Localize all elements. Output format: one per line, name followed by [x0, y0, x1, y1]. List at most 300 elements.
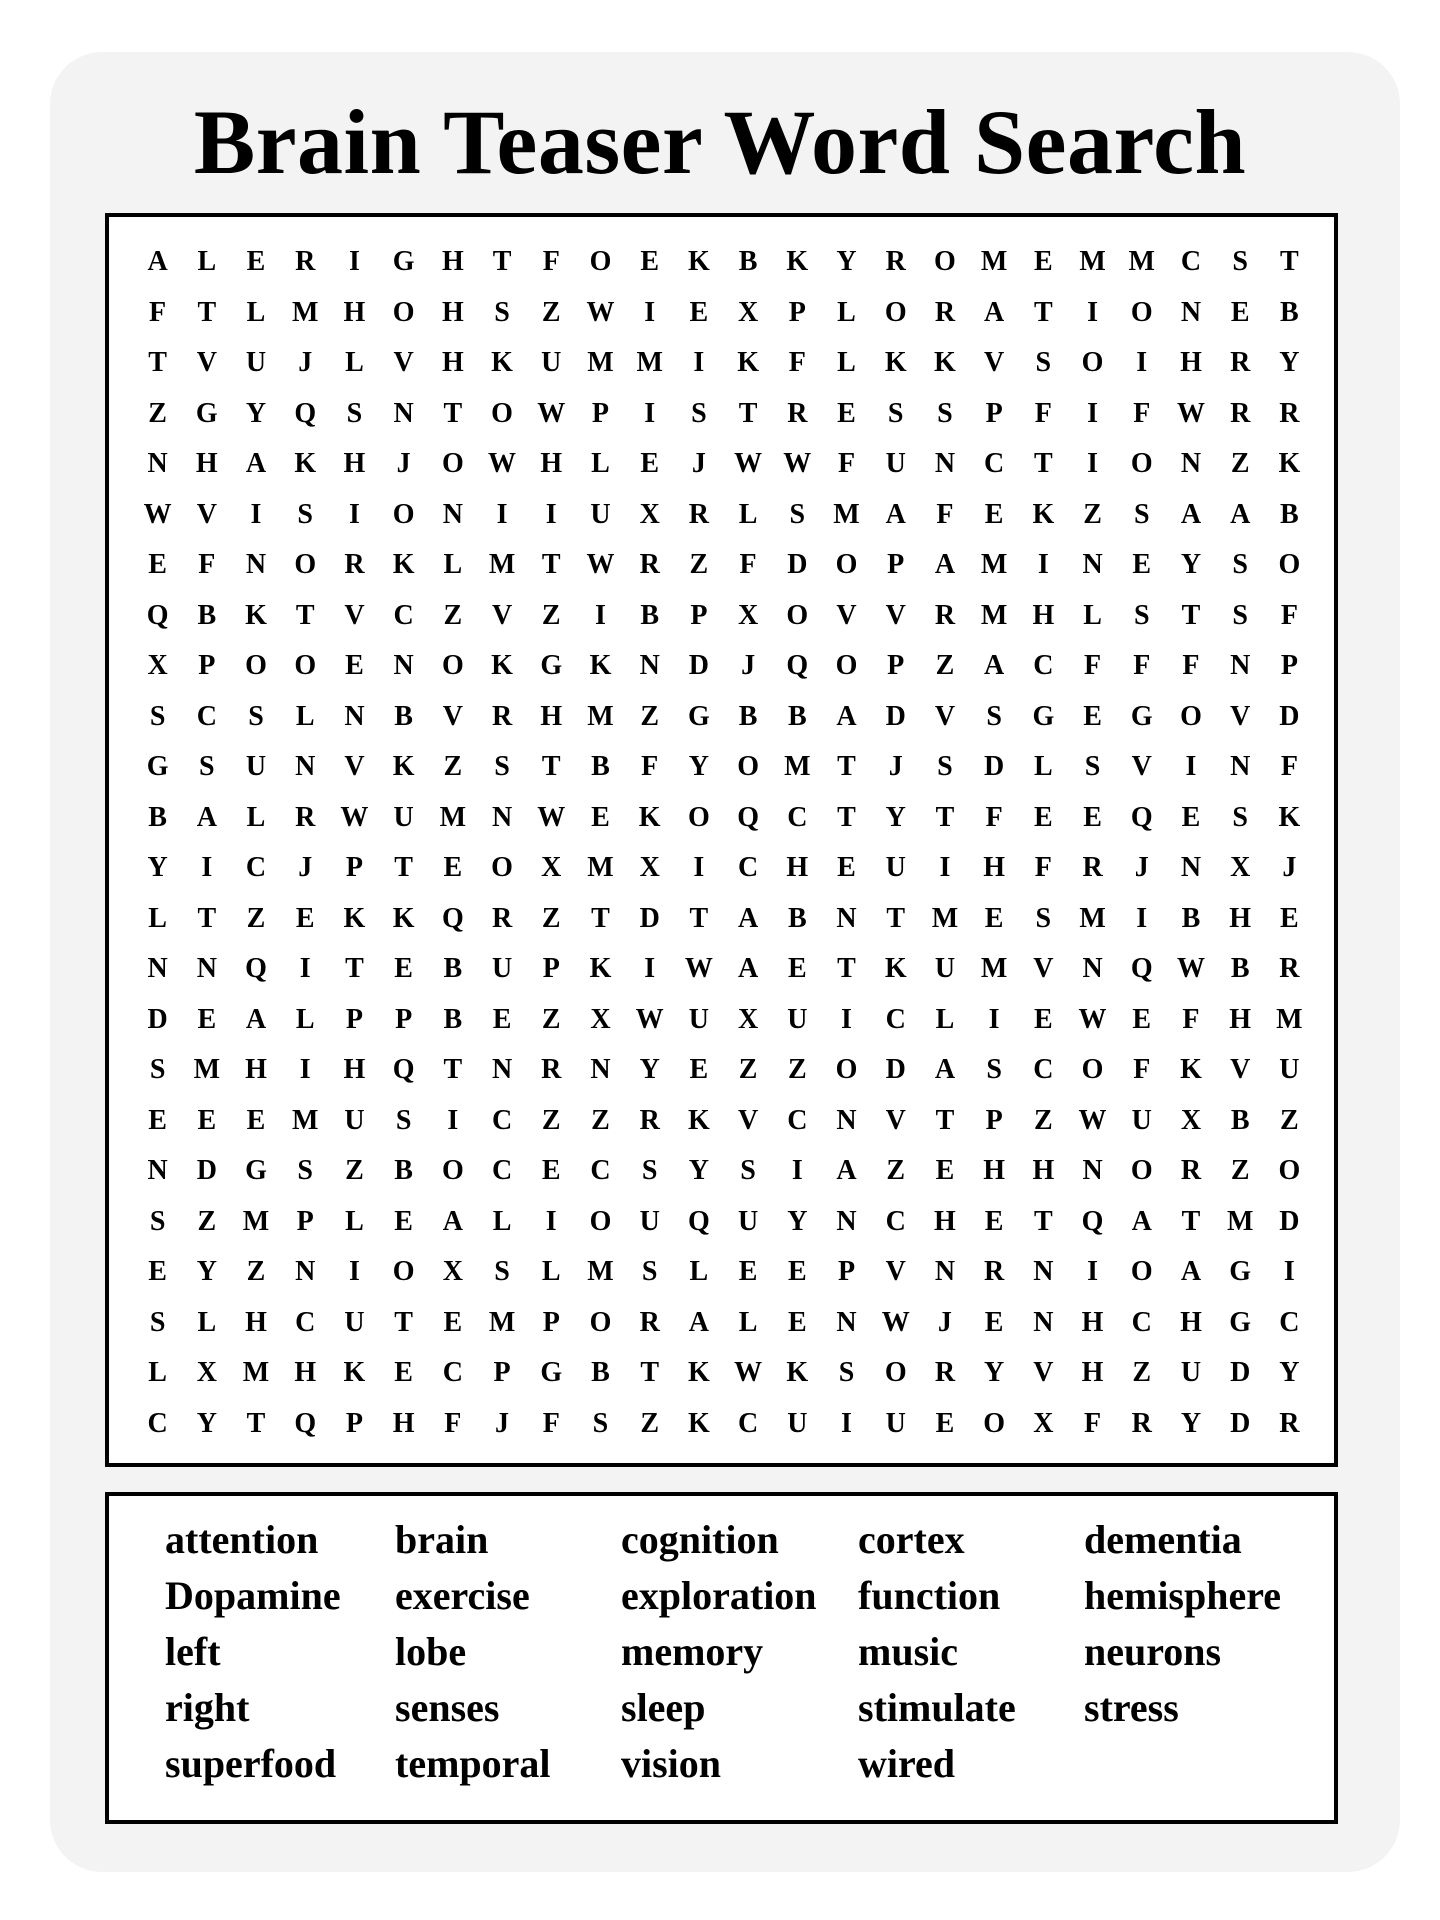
grid-letter[interactable]: H [245, 1306, 267, 1338]
grid-letter[interactable]: H [1081, 1306, 1104, 1338]
grid-letter[interactable]: Z [640, 700, 660, 732]
grid-letter[interactable]: B [640, 599, 660, 631]
grid-letter[interactable]: O [441, 650, 464, 682]
grid-letter[interactable]: H [441, 296, 464, 328]
grid-letter[interactable]: K [392, 902, 415, 934]
grid-letter[interactable]: E [345, 650, 364, 682]
grid-letter[interactable]: E [1132, 1003, 1152, 1035]
grid-letter[interactable]: C [295, 1306, 316, 1338]
grid-letter[interactable]: M [980, 246, 1008, 278]
grid-letter[interactable]: Z [640, 1407, 660, 1439]
grid-letter[interactable]: N [1082, 1155, 1103, 1187]
grid-letter[interactable]: E [984, 1306, 1004, 1338]
grid-letter[interactable]: Y [688, 751, 709, 783]
grid-letter[interactable]: C [245, 852, 267, 884]
grid-letter[interactable]: Q [1130, 801, 1153, 833]
grid-letter[interactable]: R [639, 1306, 660, 1338]
grid-letter[interactable]: D [1230, 1357, 1251, 1389]
grid-letter[interactable]: T [492, 246, 512, 278]
grid-letter[interactable]: R [934, 296, 956, 328]
grid-letter[interactable]: A [737, 953, 759, 985]
grid-letter[interactable]: O [983, 1407, 1006, 1439]
grid-letter[interactable]: H [1229, 1003, 1252, 1035]
grid-letter[interactable]: L [197, 246, 217, 278]
grid-letter[interactable]: X [147, 650, 168, 682]
grid-letter[interactable]: S [1035, 347, 1052, 379]
grid-letter[interactable]: H [540, 448, 563, 480]
grid-letter[interactable]: O [1081, 347, 1104, 379]
grid-letter[interactable]: R [491, 902, 513, 934]
grid-letter[interactable]: A [836, 700, 857, 732]
grid-letter[interactable]: T [394, 1306, 413, 1338]
grid-letter[interactable]: V [442, 700, 463, 732]
grid-letter[interactable]: I [595, 599, 606, 631]
grid-letter[interactable]: T [197, 902, 217, 934]
grid-letter[interactable]: B [1230, 1104, 1250, 1136]
grid-letter[interactable]: V [196, 347, 217, 379]
grid-letter[interactable]: K [737, 347, 759, 379]
grid-letter[interactable]: I [545, 498, 557, 530]
grid-letter[interactable]: D [885, 700, 906, 732]
grid-letter[interactable]: Q [294, 1407, 317, 1439]
grid-letter[interactable]: Q [441, 902, 464, 934]
grid-letter[interactable]: E [1034, 1003, 1053, 1035]
grid-letter[interactable]: C [1131, 1306, 1152, 1338]
grid-letter[interactable]: H [1180, 347, 1202, 379]
grid-letter[interactable]: F [1133, 650, 1151, 682]
grid-letter[interactable]: L [1083, 599, 1102, 631]
grid-letter[interactable]: U [885, 448, 906, 480]
grid-letter[interactable]: U [787, 1407, 808, 1439]
grid-letter[interactable]: R [639, 549, 660, 581]
grid-letter[interactable]: D [196, 1155, 217, 1187]
grid-letter[interactable]: M [587, 1256, 614, 1288]
grid-letter[interactable]: R [1131, 1407, 1152, 1439]
grid-letter[interactable]: Z [935, 650, 955, 682]
grid-letter[interactable]: O [835, 1054, 858, 1086]
grid-letter[interactable]: S [1133, 498, 1150, 530]
grid-letter[interactable]: M [193, 1054, 221, 1086]
grid-letter[interactable]: T [1034, 296, 1053, 328]
grid-letter[interactable]: E [984, 902, 1004, 934]
grid-letter[interactable]: Z [1280, 1104, 1299, 1136]
grid-letter[interactable]: M [242, 1357, 270, 1389]
grid-letter[interactable]: T [935, 1104, 955, 1136]
grid-letter[interactable]: M [784, 751, 811, 783]
grid-letter[interactable]: T [443, 1054, 463, 1086]
grid-letter[interactable]: K [589, 953, 612, 985]
grid-letter[interactable]: F [1084, 650, 1102, 682]
grid-letter[interactable]: I [1087, 448, 1098, 480]
grid-letter[interactable]: R [787, 397, 808, 429]
grid-letter[interactable]: V [934, 700, 956, 732]
grid-letter[interactable]: I [299, 1054, 311, 1086]
grid-letter[interactable]: T [1181, 1205, 1201, 1237]
grid-letter[interactable]: Y [1180, 549, 1202, 581]
grid-letter[interactable]: P [542, 1306, 560, 1338]
grid-letter[interactable]: H [1229, 902, 1252, 934]
grid-letter[interactable]: C [1033, 650, 1054, 682]
grid-letter[interactable]: Z [1132, 1357, 1152, 1389]
grid-letter[interactable]: Q [737, 801, 759, 833]
grid-letter[interactable]: T [1181, 599, 1201, 631]
grid-letter[interactable]: K [1278, 801, 1301, 833]
grid-letter[interactable]: U [639, 1205, 660, 1237]
grid-letter[interactable]: Q [687, 1205, 710, 1237]
grid-letter[interactable]: I [644, 296, 656, 328]
grid-letter[interactable]: O [491, 397, 513, 429]
grid-letter[interactable]: W [881, 1306, 910, 1338]
grid-letter[interactable]: K [343, 1357, 366, 1389]
grid-letter[interactable]: S [691, 397, 707, 429]
grid-letter[interactable]: E [787, 1306, 807, 1338]
grid-letter[interactable]: D [1230, 1407, 1251, 1439]
grid-letter[interactable]: K [638, 801, 661, 833]
grid-letter[interactable]: T [837, 953, 856, 985]
grid-letter[interactable]: T [246, 1407, 266, 1439]
grid-letter[interactable]: O [884, 1357, 907, 1389]
grid-letter[interactable]: L [345, 347, 364, 379]
grid-letter[interactable]: L [541, 1256, 561, 1288]
grid-letter[interactable]: L [837, 347, 856, 379]
grid-letter[interactable]: S [346, 397, 363, 429]
grid-letter[interactable]: E [591, 801, 610, 833]
grid-letter[interactable]: C [590, 1155, 611, 1187]
grid-letter[interactable]: X [737, 296, 759, 328]
grid-letter[interactable]: D [984, 751, 1005, 783]
grid-letter[interactable]: E [246, 1104, 266, 1136]
grid-letter[interactable]: N [590, 1054, 611, 1086]
grid-letter[interactable]: R [934, 599, 956, 631]
grid-letter[interactable]: I [348, 1256, 360, 1288]
grid-letter[interactable]: O [1130, 296, 1153, 328]
grid-letter[interactable]: W [537, 801, 566, 833]
grid-letter[interactable]: S [248, 700, 264, 732]
grid-letter[interactable]: E [197, 1003, 217, 1035]
grid-letter[interactable]: Y [787, 1205, 808, 1237]
grid-letter[interactable]: O [737, 751, 759, 783]
grid-letter[interactable]: X [737, 1003, 759, 1035]
grid-letter[interactable]: O [1278, 1155, 1301, 1187]
grid-letter[interactable]: U [885, 1407, 906, 1439]
grid-letter[interactable]: Q [786, 650, 809, 682]
grid-letter[interactable]: K [392, 549, 415, 581]
grid-letter[interactable]: B [738, 700, 758, 732]
grid-letter[interactable]: H [343, 448, 366, 480]
grid-letter[interactable]: V [1230, 1054, 1251, 1086]
grid-letter[interactable]: J [1282, 852, 1297, 884]
grid-letter[interactable]: O [934, 246, 956, 278]
grid-letter[interactable]: X [541, 852, 562, 884]
grid-letter[interactable]: V [196, 498, 217, 530]
grid-letter[interactable]: N [1180, 448, 1202, 480]
grid-letter[interactable]: C [1033, 1054, 1054, 1086]
grid-letter[interactable]: K [491, 347, 513, 379]
grid-letter[interactable]: F [739, 549, 757, 581]
grid-letter[interactable]: Z [886, 1155, 906, 1187]
grid-letter[interactable]: R [491, 700, 513, 732]
grid-letter[interactable]: S [494, 751, 510, 783]
grid-letter[interactable]: S [199, 751, 215, 783]
grid-letter[interactable]: E [935, 1407, 955, 1439]
grid-letter[interactable]: R [295, 246, 316, 278]
grid-letter[interactable]: L [246, 296, 266, 328]
grid-letter[interactable]: E [1034, 246, 1053, 278]
grid-letter[interactable]: S [149, 1205, 166, 1237]
grid-letter[interactable]: T [148, 347, 167, 379]
grid-letter[interactable]: Z [787, 1054, 807, 1086]
grid-letter[interactable]: S [494, 1256, 510, 1288]
grid-letter[interactable]: R [1279, 397, 1300, 429]
grid-letter[interactable]: I [841, 1003, 852, 1035]
grid-letter[interactable]: V [885, 1104, 906, 1136]
grid-letter[interactable]: Z [1034, 1104, 1053, 1136]
grid-letter[interactable]: G [392, 246, 415, 278]
grid-letter[interactable]: V [836, 599, 857, 631]
grid-letter[interactable]: V [737, 1104, 759, 1136]
grid-letter[interactable]: I [693, 347, 705, 379]
grid-letter[interactable]: N [836, 1205, 857, 1237]
grid-letter[interactable]: E [1083, 801, 1102, 833]
grid-letter[interactable]: J [888, 751, 903, 783]
grid-letter[interactable]: M [931, 902, 959, 934]
grid-letter[interactable]: N [393, 650, 414, 682]
grid-letter[interactable]: K [589, 650, 612, 682]
grid-letter[interactable]: I [545, 1205, 557, 1237]
grid-letter[interactable]: S [149, 1306, 166, 1338]
grid-letter[interactable]: Z [591, 1104, 610, 1136]
grid-letter[interactable]: Y [984, 1357, 1005, 1389]
grid-letter[interactable]: V [1033, 953, 1054, 985]
grid-letter[interactable]: Y [196, 1256, 217, 1288]
grid-letter[interactable]: N [1082, 953, 1103, 985]
grid-letter[interactable]: Z [443, 599, 463, 631]
grid-letter[interactable]: T [1280, 246, 1299, 278]
grid-letter[interactable]: E [394, 1357, 413, 1389]
grid-letter[interactable]: A [984, 296, 1005, 328]
grid-letter[interactable]: Z [345, 1155, 364, 1187]
grid-letter[interactable]: U [541, 347, 562, 379]
grid-letter[interactable]: Z [541, 1104, 561, 1136]
grid-letter[interactable]: Z [541, 1003, 561, 1035]
grid-letter[interactable]: I [1185, 751, 1197, 783]
grid-letter[interactable]: M [488, 549, 516, 581]
grid-letter[interactable]: G [195, 397, 218, 429]
grid-letter[interactable]: M [1128, 246, 1155, 278]
grid-letter[interactable]: I [988, 1003, 1000, 1035]
grid-letter[interactable]: S [641, 1256, 658, 1288]
grid-letter[interactable]: T [689, 902, 709, 934]
grid-letter[interactable]: J [691, 448, 706, 480]
grid-letter[interactable]: I [693, 852, 705, 884]
grid-letter[interactable]: E [541, 1155, 561, 1187]
grid-letter[interactable]: Y [147, 852, 168, 884]
grid-letter[interactable]: K [1180, 1054, 1202, 1086]
grid-letter[interactable]: L [295, 700, 315, 732]
grid-letter[interactable]: H [786, 852, 809, 884]
grid-letter[interactable]: A [934, 549, 956, 581]
grid-letter[interactable]: P [395, 1003, 413, 1035]
grid-letter[interactable]: K [343, 902, 366, 934]
grid-letter[interactable]: L [197, 1306, 217, 1338]
grid-letter[interactable]: B [197, 599, 217, 631]
grid-letter[interactable]: Y [1180, 1407, 1202, 1439]
grid-letter[interactable]: N [295, 1256, 316, 1288]
grid-letter[interactable]: L [492, 1205, 512, 1237]
grid-letter[interactable]: C [787, 801, 808, 833]
grid-letter[interactable]: C [737, 852, 759, 884]
grid-letter[interactable]: F [1182, 1003, 1200, 1035]
grid-letter[interactable]: X [639, 498, 660, 530]
grid-letter[interactable]: S [592, 1407, 609, 1439]
grid-letter[interactable]: E [640, 448, 660, 480]
grid-letter[interactable]: H [195, 448, 218, 480]
grid-letter[interactable]: D [885, 1054, 906, 1086]
grid-letter[interactable]: E [837, 397, 856, 429]
grid-letter[interactable]: T [541, 751, 561, 783]
grid-letter[interactable]: C [885, 1205, 906, 1237]
grid-letter[interactable]: O [441, 448, 464, 480]
grid-letter[interactable]: E [837, 852, 856, 884]
grid-letter[interactable]: Z [541, 599, 561, 631]
grid-letter[interactable]: J [741, 650, 756, 682]
grid-letter[interactable]: V [1230, 700, 1251, 732]
grid-letter[interactable]: A [885, 498, 906, 530]
grid-letter[interactable]: U [590, 498, 611, 530]
grid-letter[interactable]: A [1180, 498, 1202, 530]
grid-letter[interactable]: Z [541, 902, 561, 934]
grid-letter[interactable]: P [591, 397, 610, 429]
grid-letter[interactable]: H [1081, 1357, 1104, 1389]
grid-letter[interactable]: K [687, 246, 710, 278]
grid-letter[interactable]: V [885, 1256, 906, 1288]
grid-letter[interactable]: F [1133, 1054, 1151, 1086]
grid-letter[interactable]: D [639, 902, 660, 934]
grid-letter[interactable]: C [787, 1104, 808, 1136]
grid-letter[interactable]: A [934, 1054, 956, 1086]
grid-letter[interactable]: A [1230, 498, 1251, 530]
grid-letter[interactable]: L [738, 498, 758, 530]
grid-letter[interactable]: U [245, 751, 267, 783]
grid-letter[interactable]: I [644, 397, 656, 429]
grid-letter[interactable]: H [934, 1205, 956, 1237]
grid-letter[interactable]: O [1130, 448, 1153, 480]
grid-letter[interactable]: C [885, 1003, 906, 1035]
grid-letter[interactable]: U [787, 1003, 808, 1035]
grid-letter[interactable]: R [885, 246, 906, 278]
grid-letter[interactable]: E [1181, 801, 1201, 833]
grid-letter[interactable]: O [294, 650, 317, 682]
grid-letter[interactable]: S [986, 1054, 1002, 1086]
grid-letter[interactable]: I [1037, 549, 1049, 581]
grid-letter[interactable]: Y [836, 246, 857, 278]
grid-letter[interactable]: E [935, 1155, 955, 1187]
grid-letter[interactable]: W [586, 296, 615, 328]
grid-letter[interactable]: U [737, 1205, 759, 1237]
grid-letter[interactable]: C [393, 599, 414, 631]
grid-letter[interactable]: U [491, 953, 513, 985]
grid-letter[interactable]: R [984, 1256, 1005, 1288]
grid-letter[interactable]: M [587, 347, 614, 379]
grid-letter[interactable]: L [689, 1256, 709, 1288]
grid-letter[interactable]: P [887, 549, 905, 581]
grid-letter[interactable]: O [589, 1205, 612, 1237]
grid-letter[interactable]: Z [738, 1054, 758, 1086]
grid-letter[interactable]: R [1230, 347, 1251, 379]
grid-letter[interactable]: W [1078, 1003, 1107, 1035]
grid-letter[interactable]: L [295, 1003, 315, 1035]
grid-letter[interactable]: R [639, 1104, 660, 1136]
grid-letter[interactable]: P [1280, 650, 1298, 682]
grid-letter[interactable]: O [441, 1155, 464, 1187]
grid-letter[interactable]: G [1130, 700, 1153, 732]
grid-letter[interactable]: E [148, 1256, 167, 1288]
grid-letter[interactable]: P [690, 599, 708, 631]
grid-letter[interactable]: E [984, 498, 1004, 530]
grid-letter[interactable]: O [1130, 1256, 1153, 1288]
grid-letter[interactable]: O [294, 549, 317, 581]
grid-letter[interactable]: B [1230, 953, 1250, 985]
grid-letter[interactable]: W [635, 1003, 664, 1035]
grid-letter[interactable]: Z [1083, 498, 1102, 530]
grid-letter[interactable]: H [1032, 1155, 1055, 1187]
grid-letter[interactable]: L [345, 1205, 364, 1237]
grid-letter[interactable]: I [299, 953, 311, 985]
grid-letter[interactable]: F [149, 296, 167, 328]
grid-letter[interactable]: I [348, 498, 360, 530]
grid-letter[interactable]: E [443, 852, 463, 884]
grid-letter[interactable]: D [787, 549, 808, 581]
grid-letter[interactable]: D [1279, 700, 1300, 732]
grid-letter[interactable]: B [148, 801, 167, 833]
grid-letter[interactable]: E [787, 1256, 807, 1288]
grid-letter[interactable]: F [837, 448, 856, 480]
grid-letter[interactable]: W [1176, 953, 1205, 985]
grid-letter[interactable]: B [787, 902, 807, 934]
grid-letter[interactable]: E [984, 1205, 1004, 1237]
grid-letter[interactable]: C [1180, 246, 1202, 278]
grid-letter[interactable]: N [836, 1306, 857, 1338]
grid-letter[interactable]: L [246, 801, 266, 833]
grid-letter[interactable]: H [1032, 599, 1055, 631]
grid-letter[interactable]: H [441, 347, 464, 379]
grid-letter[interactable]: I [939, 852, 951, 884]
grid-letter[interactable]: G [1229, 1306, 1252, 1338]
grid-letter[interactable]: G [245, 1155, 267, 1187]
grid-letter[interactable]: E [689, 296, 709, 328]
grid-letter[interactable]: B [738, 246, 758, 278]
grid-letter[interactable]: S [494, 296, 510, 328]
grid-letter[interactable]: P [837, 1256, 856, 1288]
grid-letter[interactable]: Z [443, 751, 463, 783]
grid-letter[interactable]: M [636, 347, 663, 379]
grid-letter[interactable]: S [641, 1155, 658, 1187]
grid-letter[interactable]: B [1181, 902, 1201, 934]
grid-letter[interactable]: H [343, 1054, 366, 1086]
grid-letter[interactable]: G [540, 1357, 563, 1389]
grid-letter[interactable]: R [1180, 1155, 1202, 1187]
grid-letter[interactable]: Q [1081, 1205, 1104, 1237]
grid-letter[interactable]: A [688, 1306, 709, 1338]
grid-letter[interactable]: M [242, 1205, 270, 1237]
grid-letter[interactable]: A [196, 801, 217, 833]
grid-letter[interactable]: K [884, 347, 907, 379]
grid-letter[interactable]: Y [885, 801, 906, 833]
grid-letter[interactable]: I [644, 953, 656, 985]
grid-letter[interactable]: J [298, 852, 313, 884]
grid-letter[interactable]: T [837, 801, 856, 833]
grid-letter[interactable]: N [836, 1104, 857, 1136]
